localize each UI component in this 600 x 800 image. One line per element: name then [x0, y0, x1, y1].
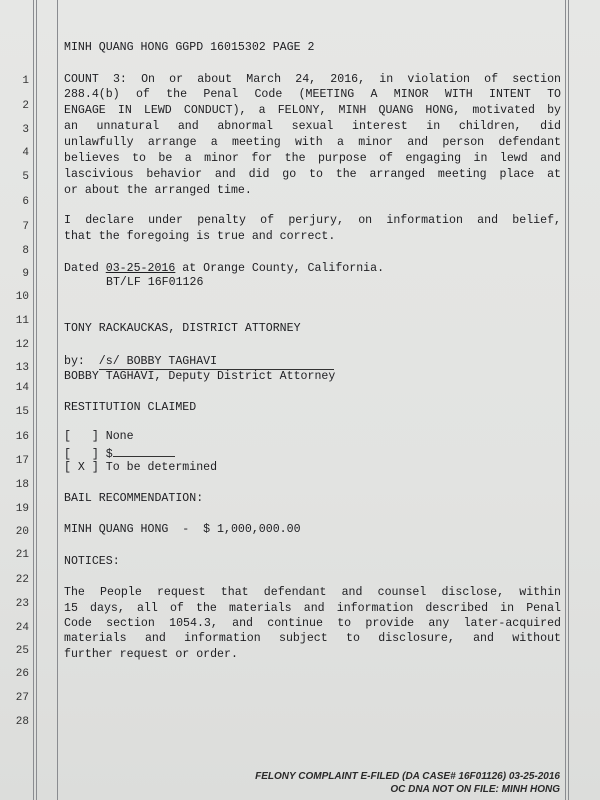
dated-place: at Orange County, California. — [175, 262, 385, 275]
line-number: 17 — [15, 455, 29, 467]
line-number: 12 — [15, 339, 29, 351]
line-number: 6 — [22, 196, 29, 208]
bt-lf-reference: BT/LF 16F01126 — [106, 276, 204, 289]
line-number: 7 — [22, 221, 29, 233]
right-margin-rule — [568, 0, 569, 800]
line-number: 24 — [15, 622, 29, 634]
count3-line: unlawfully arrange a meeting with a minor and person defendant — [64, 136, 561, 149]
deputy-name: BOBBY TAGHAVI, Deputy District Attorney — [64, 370, 336, 383]
declaration-line: I declare under penalty of perjury, on information and belief, — [64, 214, 561, 227]
line-number: 5 — [22, 171, 29, 183]
count3-line: an unnatural and abnormal sexual interest in children, did — [64, 120, 561, 133]
notices-line: Code section 1054.3, and continue to provide any later-acquired — [64, 617, 561, 630]
bail-title: BAIL RECOMMENDATION: — [64, 492, 204, 505]
line-number: 18 — [15, 479, 29, 491]
restitution-option-amount — [64, 446, 175, 462]
line-number: 28 — [15, 716, 29, 728]
restitution-amount-label: [ ] $ — [64, 448, 113, 461]
signature-value: /s/ BOBBY TAGHAVI — [99, 355, 334, 370]
line-number: 1 — [22, 75, 29, 87]
line-number: 21 — [15, 549, 29, 561]
signature-prefix: by: — [64, 355, 99, 368]
line-number: 10 — [15, 291, 29, 303]
count3-line: ENGAGE IN LEWD CONDUCT), a FELONY, MINH QUANG HONG, motivated by — [64, 104, 561, 117]
count3-line: lascivious behavior and did go to the arranged meeting place at — [64, 168, 561, 181]
notices-title: NOTICES: — [64, 555, 120, 568]
text-margin-rule — [57, 0, 58, 800]
dated-prefix: Dated — [64, 262, 106, 275]
left-margin-rule — [33, 0, 34, 800]
restitution-option-none: [ ] None — [64, 430, 134, 443]
line-number: 2 — [22, 100, 29, 112]
line-number: 9 — [22, 268, 29, 280]
line-number: 16 — [15, 431, 29, 443]
line-number: 14 — [15, 382, 29, 394]
district-attorney-name: TONY RACKAUCKAS, DISTRICT ATTORNEY — [64, 322, 301, 335]
line-number: 15 — [15, 406, 29, 418]
line-number: 23 — [15, 598, 29, 610]
count3-line: believes to be a minor for the purpose of engaging in lewd and — [64, 152, 561, 165]
line-number: 22 — [15, 574, 29, 586]
line-number: 8 — [22, 245, 29, 257]
notices-line: 15 days, all of the materials and information described in Penal — [64, 602, 561, 615]
restitution-amount-blank — [113, 446, 175, 457]
left-margin-rule-inner — [36, 0, 37, 800]
restitution-title: RESTITUTION CLAIMED — [64, 401, 197, 414]
count3-line: 288.4(b) of the Penal Code (MEETING A MINOR WITH INTENT TO — [64, 88, 561, 101]
dated-date: 03-25-2016 — [105, 262, 176, 275]
line-number: 4 — [22, 147, 29, 159]
line-number: 27 — [15, 692, 29, 704]
restitution-option-tbd: [ X ] To be determined — [64, 461, 218, 474]
page-header: MINH QUANG HONG GGPD 16015302 PAGE 2 — [64, 41, 315, 54]
count3-line: or about the arranged time. — [64, 184, 252, 197]
declaration-line: that the foregoing is true and correct. — [64, 230, 336, 243]
line-number: 11 — [15, 315, 29, 327]
line-number: 26 — [15, 668, 29, 680]
line-number: 25 — [15, 645, 29, 657]
notices-line: The People request that defendant and counsel disclose, within — [64, 586, 561, 599]
count3-line: COUNT 3: On or about March 24, 2016, in violation of section — [64, 73, 561, 86]
right-margin-rule-inner — [565, 0, 566, 800]
dna-footer: OC DNA NOT ON FILE: MINH HONG — [390, 784, 560, 795]
efiling-footer: FELONY COMPLAINT E-FILED (DA CASE# 16F01126) 03-25-2016 — [255, 771, 560, 782]
bail-amount-line: MINH QUANG HONG - $ 1,000,000.00 — [64, 523, 301, 536]
notices-line: materials and information subject to disclosure, and without — [64, 632, 561, 645]
line-number: 19 — [15, 503, 29, 515]
signature-line — [64, 355, 334, 370]
line-number: 3 — [22, 124, 29, 136]
notices-line: further request or order. — [64, 648, 238, 661]
dated-line — [64, 262, 384, 276]
line-number: 13 — [15, 362, 29, 374]
line-number: 20 — [15, 526, 29, 538]
